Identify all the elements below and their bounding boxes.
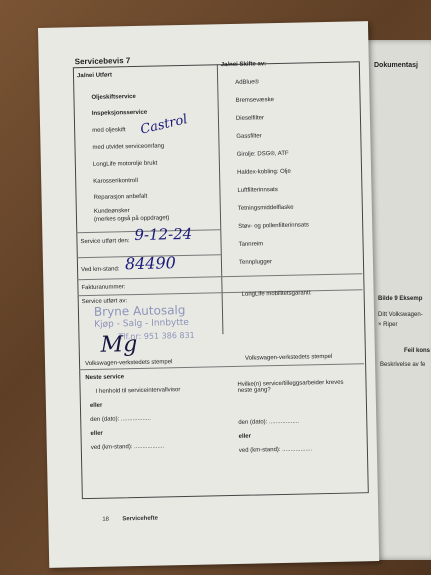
- right-item-1: AdBlue®: [235, 79, 260, 86]
- right-page-caption: Bilde 9 Eksemp: [378, 296, 423, 302]
- next-right-date: den (dato): ..................: [238, 418, 300, 426]
- workshop-stamp-right: Volkswagen-verkstedets stempel: [244, 353, 333, 362]
- right-item-9: Støv- og pollenfilterinnsats: [238, 222, 309, 230]
- right-item-10: Tannreim: [238, 241, 264, 248]
- dealer-stamp-tagline: Kjøp - Salg - Innbytte: [94, 317, 190, 330]
- longlife-label: LongLife mobilitetsgaranti:: [241, 290, 312, 298]
- footer-label: Servicehefte: [122, 515, 159, 523]
- dealer-stamp-phone: Tlf.nr: 951 386 831: [118, 330, 195, 342]
- right-item-3: Dieselfilter: [235, 115, 265, 122]
- right-item-11: Tennplugger: [238, 259, 273, 266]
- left-item-1: Oljeskiftservice: [91, 93, 136, 101]
- left-item-4: med utvidet serviceomfang: [92, 143, 165, 151]
- signature: Mg: [100, 331, 138, 358]
- right-item-8: Tetningsmiddelflaske: [237, 204, 294, 212]
- service-record-page: [38, 21, 379, 568]
- workshop-stamp-left: Volkswagen-verkstedets stempel: [84, 359, 173, 368]
- next-right-question: Hvilke(n) service/tilleggsarbeider kreves neste gang?: [237, 379, 344, 394]
- next-right-km: ved (km-stand): ..................: [238, 446, 313, 454]
- left-item-8: Kundeønsker: [93, 208, 130, 215]
- right-page-text-4: Beskrivelse av fe: [380, 362, 426, 368]
- right-item-2: Bremsevæske: [235, 97, 274, 104]
- left-item-2: Inspeksjonsservice: [91, 109, 148, 117]
- next-left-or: eller: [89, 402, 103, 409]
- right-item-7: Luftfilterinnsats: [237, 187, 278, 194]
- left-item-7: Reparasjon anbefalt: [93, 193, 148, 201]
- service-date-label: Service utført den:: [80, 238, 130, 246]
- right-page-title: Dokumentasj: [374, 62, 418, 69]
- next-service-header: Neste service: [85, 374, 125, 382]
- page-number: 18: [102, 516, 110, 523]
- next-left-or2: eller: [90, 430, 103, 437]
- right-item-5: Girolje: DSG®, ATF: [236, 150, 289, 158]
- left-item-3: med oljeskift: [92, 127, 126, 134]
- right-item-6: Haldex-kobling: Olje: [237, 168, 291, 176]
- right-page-text-1: Ditt Volkswagen-: [378, 312, 423, 318]
- form-title: Servicebevis 7: [74, 56, 131, 67]
- performed-by-label: Service utført av:: [81, 298, 128, 306]
- next-left-date: den (dato): ..................: [90, 415, 151, 423]
- right-page-text-2: × Riper: [378, 322, 398, 328]
- left-column-header: Ja/nei Utført: [76, 72, 113, 80]
- left-item-5: LongLife motorolje brukt: [92, 160, 158, 168]
- right-page-text-3: Feil kons: [404, 348, 431, 354]
- invoice-label: Fakturanummer:: [81, 284, 126, 292]
- handwritten-oil-brand: Castrol: [138, 112, 189, 138]
- next-left-km: ved (km-stand): ..................: [90, 443, 165, 451]
- left-item-9: (merkes også på oppdraget): [93, 215, 170, 223]
- right-item-4: Gassfilter: [236, 133, 262, 140]
- right-column-header: Ja/nei Skifte av:: [220, 61, 267, 69]
- km-handwritten: 84490: [124, 253, 177, 274]
- service-date-handwritten: 9-12-24: [134, 224, 193, 245]
- dealer-stamp-name: Bryne Autosalg: [93, 302, 186, 319]
- next-right-or: eller: [238, 433, 252, 440]
- next-left-1: I henhold til serviceintervallvisor: [95, 387, 181, 395]
- left-item-6: Karosserikontroll: [93, 177, 138, 185]
- km-label: Ved km-stand:: [81, 266, 120, 274]
